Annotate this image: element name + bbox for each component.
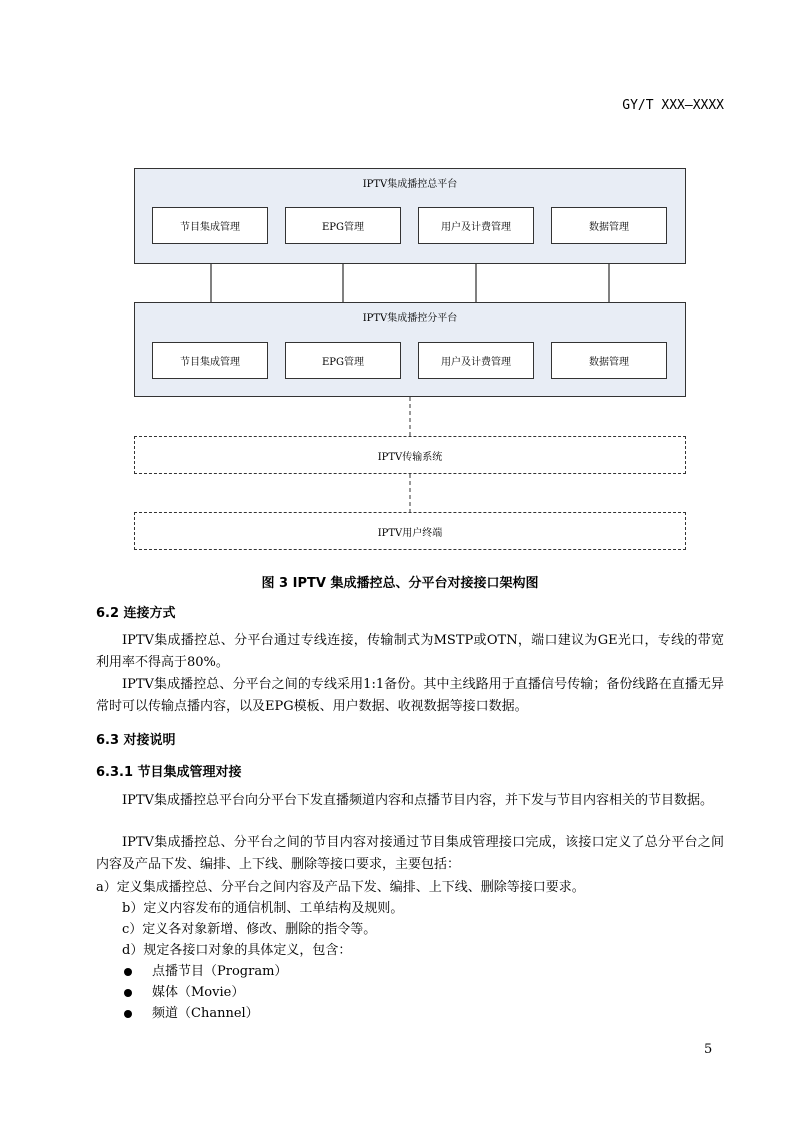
list-item-b: b）定义内容发布的通信机制、工单结构及规则。 [122, 901, 404, 916]
section-6-3-heading: 6.3 对接说明 [96, 733, 176, 748]
section-6-3-1-heading: 6.3.1 节目集成管理对接 [96, 765, 242, 780]
top-module-data: 数据管理 [551, 207, 667, 244]
section-6-2-paragraph-1: IPTV集成播控总、分平台通过专线连接，传输制式为MSTP或OTN，端口建议为GE光口，专线的带宽利用率不得高于80%。 [96, 633, 724, 670]
section-6-3-1-paragraph-1: IPTV集成播控总平台向分平台下发直播频道内容和点播节目内容，并下发与节目内容相关的节目数据。 [122, 793, 713, 808]
page-number: 5 [704, 1042, 713, 1057]
bullet-item [124, 1002, 259, 1021]
top-module-epg: EPG管理 [285, 207, 401, 244]
bullet-dot-icon [124, 1010, 132, 1018]
section-6-3-1-paragraph-2: IPTV集成播控总、分平台之间的节目内容对接通过节目集成管理接口完成，该接口定义了总分平台之间内容及产品下发、编排、上下线、删除等接口要求，主要包括： [96, 835, 724, 872]
list-item-c: c）定义各对象新增、修改、删除的指令等。 [122, 922, 377, 937]
sub-module-epg: EPG管理 [285, 342, 401, 379]
top-module-user-billing: 用户及计费管理 [418, 207, 534, 244]
section-6-2-heading: 6.2 连接方式 [96, 606, 176, 621]
bullet-dot-icon [124, 968, 132, 976]
sub-module-data: 数据管理 [551, 342, 667, 379]
bullet-item [124, 960, 287, 979]
top-module-program: 节目集成管理 [152, 207, 268, 244]
section-6-2-paragraph-2: IPTV集成播控总、分平台之间的专线采用1:1备份。其中主线路用于直播信号传输；备份线路在直播无异常时可以传输点播内容，以及EPG模板、用户数据、收视数据等接口数据。 [96, 677, 724, 714]
bullet-item [124, 981, 244, 1000]
architecture-diagram [0, 0, 800, 560]
document-id-header: GY/T XXX—XXXX [622, 98, 724, 113]
bullet-dot-icon [124, 989, 132, 997]
sub-module-program: 节目集成管理 [152, 342, 268, 379]
bullet-text: 频道（Channel） [152, 1006, 259, 1021]
bullet-text: 媒体（Movie） [152, 985, 245, 1000]
sub-platform-title: IPTV集成播控分平台 [362, 313, 458, 324]
connector-lines [0, 0, 800, 560]
figure-caption: 图 3 IPTV 集成播控总、分平台对接接口架构图 [261, 576, 539, 591]
list-item-a: a）定义集成播控总、分平台之间内容及产品下发、编排、上下线、删除等接口要求。 [96, 880, 585, 895]
user-terminal-box: IPTV用户终端 [134, 512, 686, 550]
list-item-d: d）规定各接口对象的具体定义，包含： [122, 943, 352, 958]
transport-system-box: IPTV传输系统 [134, 436, 686, 474]
top-platform-title: IPTV集成播控总平台 [362, 179, 458, 190]
bullet-text: 点播节目（Program） [152, 964, 288, 979]
sub-module-user-billing: 用户及计费管理 [418, 342, 534, 379]
